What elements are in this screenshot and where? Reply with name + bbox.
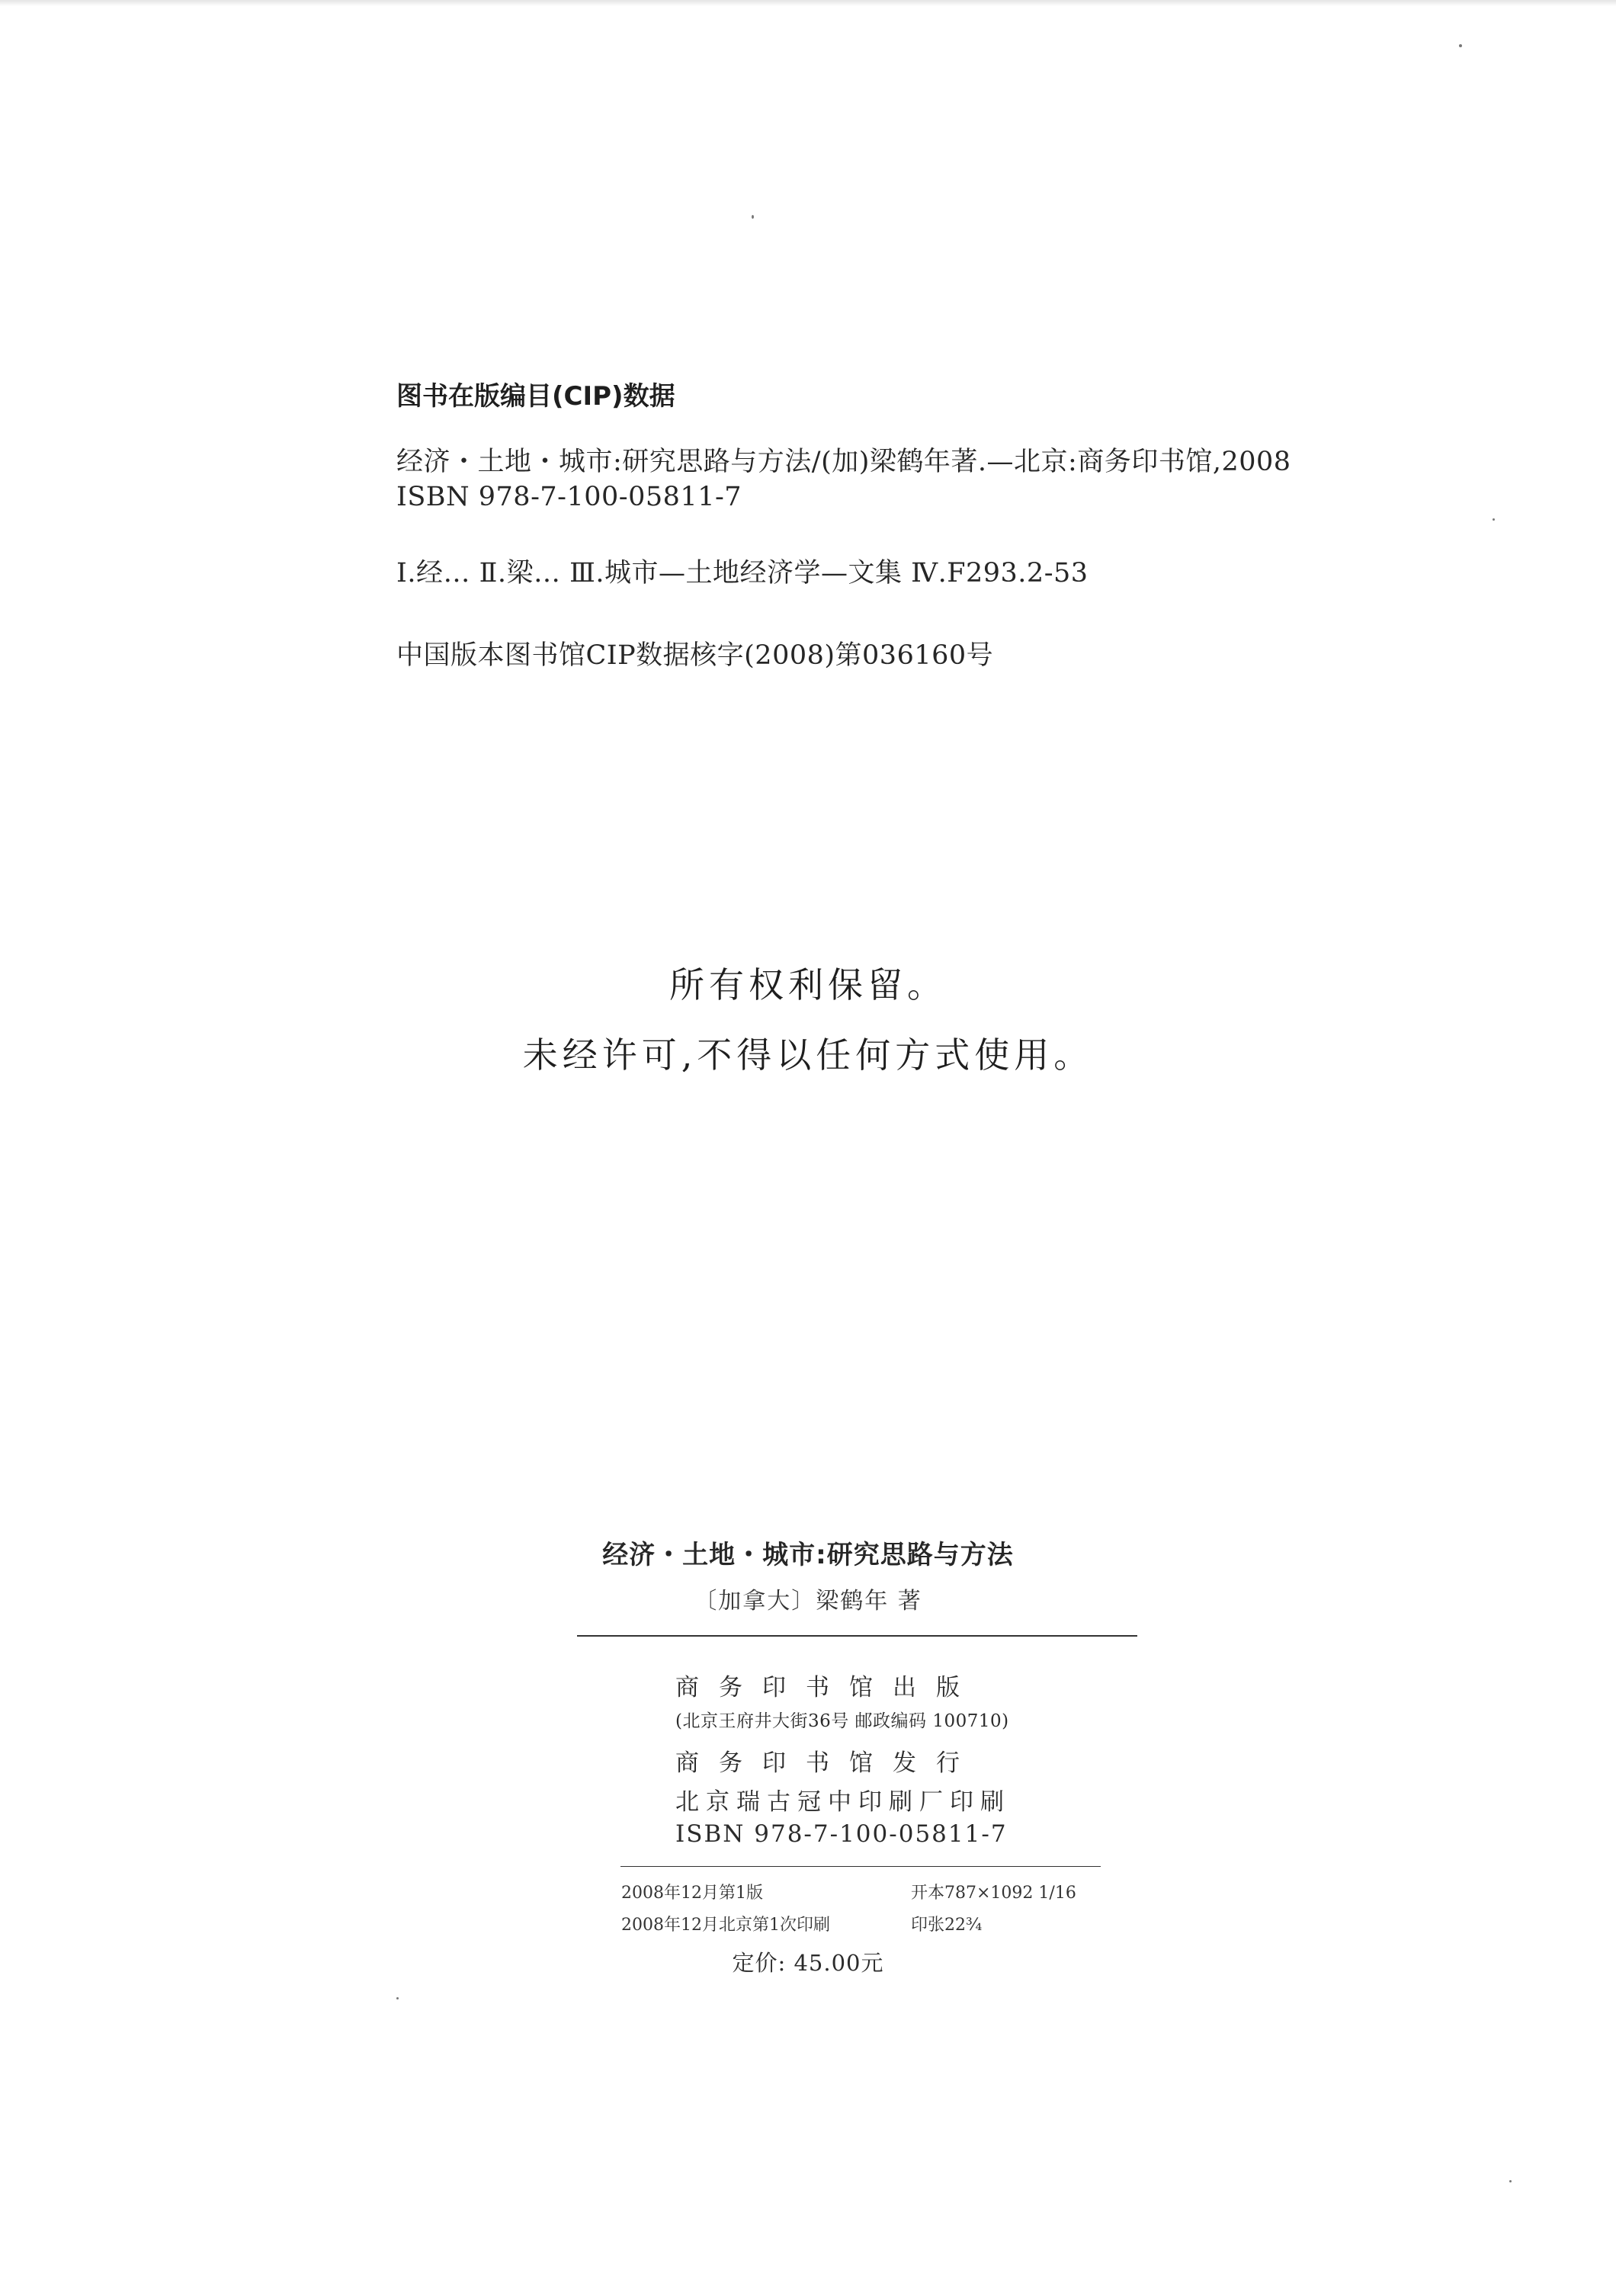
colophon-divider bbox=[577, 1635, 1137, 1637]
colophon-title: 经济・土地・城市:研究思路与方法 bbox=[602, 1540, 1014, 1570]
colophon-isbn: ISBN 978-7-100-05811-7 bbox=[675, 1820, 1008, 1848]
distributor-line: 商务印书馆发行 bbox=[675, 1749, 980, 1777]
scan-speck bbox=[396, 1997, 399, 1999]
printed-sheets: 印张22¾ bbox=[911, 1916, 983, 1935]
cip-record-number: 中国版本图书馆CIP数据核字(2008)第036160号 bbox=[396, 640, 994, 671]
scan-speck bbox=[752, 215, 754, 219]
publisher-address: (北京王府井大街36号 邮政编码 100710) bbox=[675, 1711, 1009, 1731]
cip-heading: 图书在版编目(CIP)数据 bbox=[396, 381, 675, 412]
scan-speck bbox=[1459, 44, 1462, 47]
cip-subject-line: Ⅰ.经… Ⅱ.梁… Ⅲ.城市—土地经济学—文集 Ⅳ.F293.2-53 bbox=[396, 558, 1089, 588]
scan-speck bbox=[1509, 2180, 1512, 2182]
edition-date: 2008年12月第1版 bbox=[621, 1884, 763, 1903]
printing-date: 2008年12月北京第1次印刷 bbox=[621, 1916, 830, 1935]
cip-isbn-line: ISBN 978-7-100-05811-7 bbox=[396, 482, 742, 512]
book-format: 开本787×1092 1/16 bbox=[911, 1884, 1076, 1903]
printer-line: 北京瑞古冠中印刷厂印刷 bbox=[675, 1788, 1011, 1816]
cip-title-line: 经济・土地・城市:研究思路与方法/(加)梁鹤年著.—北京:商务印书馆,2008 bbox=[396, 447, 1291, 477]
publisher-line: 商务印书馆出版 bbox=[675, 1674, 980, 1701]
rights-reserved-notice: 所有权利保留。 bbox=[669, 964, 947, 1005]
price: 定价: 45.00元 bbox=[732, 1950, 884, 1976]
usage-restriction-notice: 未经许可,不得以任何方式使用。 bbox=[522, 1034, 1094, 1076]
colophon-divider-small bbox=[620, 1866, 1101, 1867]
scan-speck bbox=[1493, 518, 1495, 521]
scan-edge-shadow bbox=[0, 0, 1616, 6]
colophon-author: 〔加拿大〕梁鹤年 著 bbox=[694, 1588, 922, 1615]
